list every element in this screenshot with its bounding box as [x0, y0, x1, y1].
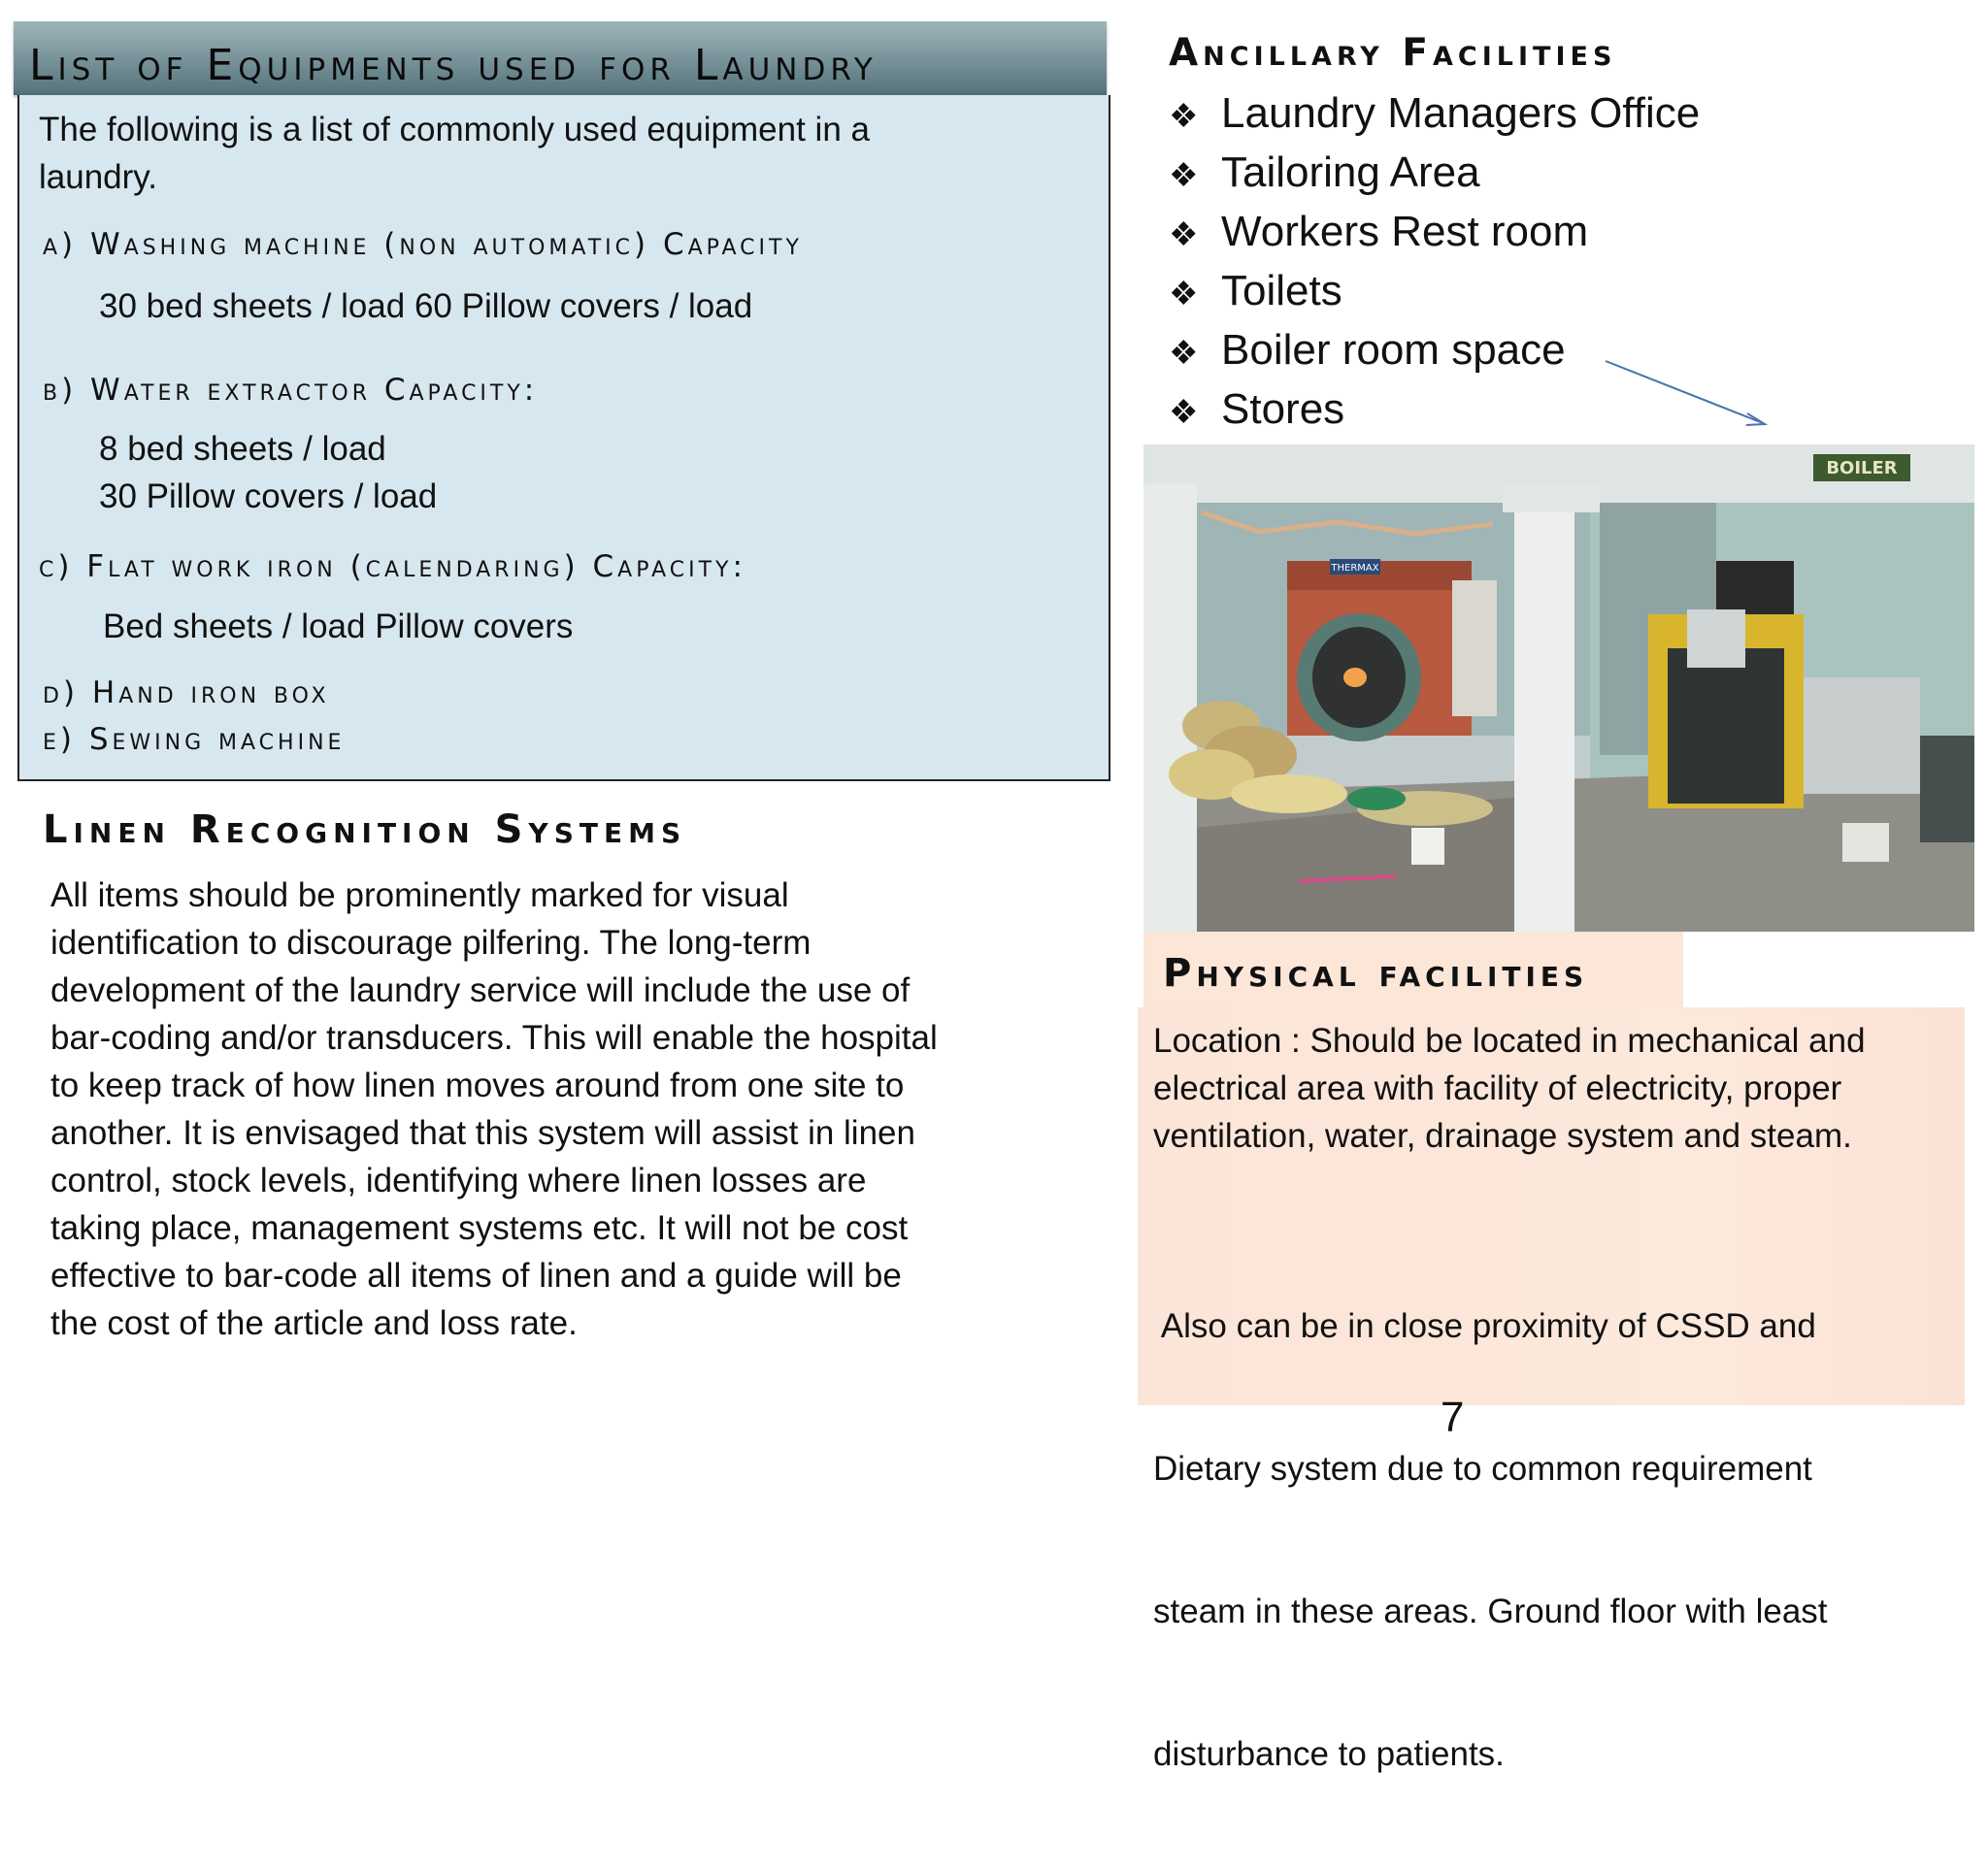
- equipment-header: [14, 21, 1107, 95]
- linen-body: [50, 871, 1031, 1347]
- equipment-intro-line-2: laundry.: [39, 158, 157, 196]
- ancillary-item-label: Boiler room space: [1221, 326, 1566, 374]
- diamond-bullet-icon: ❖: [1169, 335, 1199, 372]
- equipment-item-e-label: e) Sewing machine: [43, 722, 346, 757]
- linen-line: taking place, management systems etc. It will not be cost: [50, 1209, 909, 1247]
- equipment-item-c-label: c) Flat work iron (calendaring) Capacity:: [39, 549, 746, 584]
- diamond-bullet-icon: ❖: [1169, 157, 1199, 194]
- ancillary-item-label: Stores: [1221, 385, 1345, 433]
- boiler-sign: BOILER: [1826, 458, 1898, 478]
- physical-para-1: [1153, 1017, 1959, 1160]
- linen-line: effective to bar-code all items of linen and a guide will be: [50, 1257, 902, 1295]
- equipment-item-b-label: b) Water extractor Capacity:: [43, 373, 539, 408]
- physical-para-2: [1153, 1207, 1959, 1873]
- ancillary-item-label: Toilets: [1221, 267, 1342, 314]
- linen-title: Linen Recognition Systems: [43, 807, 687, 852]
- equipment-item-d-label: d) Hand iron box: [43, 675, 330, 710]
- equipment-title: List of Equipments used for Laundry: [29, 41, 878, 90]
- page-number: 7: [1441, 1394, 1465, 1441]
- arrow-pointer-icon: [1602, 357, 1776, 430]
- boiler-tag-text: THERMAX: [1331, 563, 1379, 574]
- ancillary-item-label: Tailoring Area: [1221, 148, 1480, 196]
- physical-header: [1143, 932, 1683, 1007]
- ancillary-item: [1169, 143, 1700, 202]
- physical-line: electrical area with facility of electricity, proper: [1153, 1069, 1842, 1107]
- diamond-bullet-icon: ❖: [1169, 276, 1199, 312]
- equipment-item-b-value-2: 30 Pillow covers / load: [99, 477, 438, 515]
- ancillary-item-label: Laundry Managers Office: [1221, 89, 1701, 137]
- ancillary-item: [1169, 202, 1700, 261]
- physical-line: ventilation, water, drainage system and steam.: [1153, 1117, 1852, 1155]
- physical-box: [1138, 1007, 1965, 1773]
- linen-line: the cost of the article and loss rate.: [50, 1304, 578, 1342]
- ancillary-item: [1169, 83, 1700, 143]
- diamond-bullet-icon: ❖: [1169, 98, 1199, 135]
- ancillary-item: [1169, 261, 1700, 320]
- equipment-box: [17, 95, 1110, 781]
- linen-line: to keep track of how linen moves around from one site to: [50, 1067, 905, 1104]
- equipment-intro-line-1: The following is a list of commonly used equipment in a: [39, 111, 870, 148]
- equipment-item-a-label: a) Washing machine (non automatic) Capacity: [43, 227, 803, 262]
- physical-line: Dietary system due to common requirement: [1153, 1450, 1812, 1488]
- diamond-bullet-icon: ❖: [1169, 216, 1199, 253]
- equipment-item-b-value-1: 8 bed sheets / load: [99, 430, 386, 468]
- physical-line: steam in these areas. Ground floor with least: [1153, 1593, 1828, 1630]
- equipment-item-c-value: Bed sheets / load Pillow covers: [103, 608, 574, 645]
- linen-line: control, stock levels, identifying where linen losses are: [50, 1162, 867, 1199]
- linen-line: All items should be prominently marked for visual: [50, 876, 789, 914]
- linen-line: bar-coding and/or transducers. This will enable the hospital: [50, 1019, 938, 1057]
- physical-line: Location : Should be located in mechanical and: [1153, 1022, 1866, 1060]
- boiler-room-photo: [1143, 444, 1974, 932]
- diamond-bullet-icon: ❖: [1169, 394, 1199, 431]
- equipment-item-a-value: 30 bed sheets / load 60 Pillow covers / load: [99, 287, 753, 325]
- linen-line: another. It is envisaged that this system will assist in linen: [50, 1114, 915, 1152]
- linen-line: identification to discourage pilfering. The long-term: [50, 924, 812, 962]
- physical-line: Also can be in close proximity of CSSD and: [1153, 1307, 1816, 1345]
- linen-line: development of the laundry service will include the use of: [50, 971, 911, 1009]
- ancillary-item-label: Workers Rest room: [1221, 208, 1589, 255]
- ancillary-title: Ancillary Facilities: [1169, 31, 1617, 75]
- physical-line: disturbance to patients.: [1153, 1735, 1505, 1773]
- physical-title: Physical facilities: [1163, 951, 1589, 996]
